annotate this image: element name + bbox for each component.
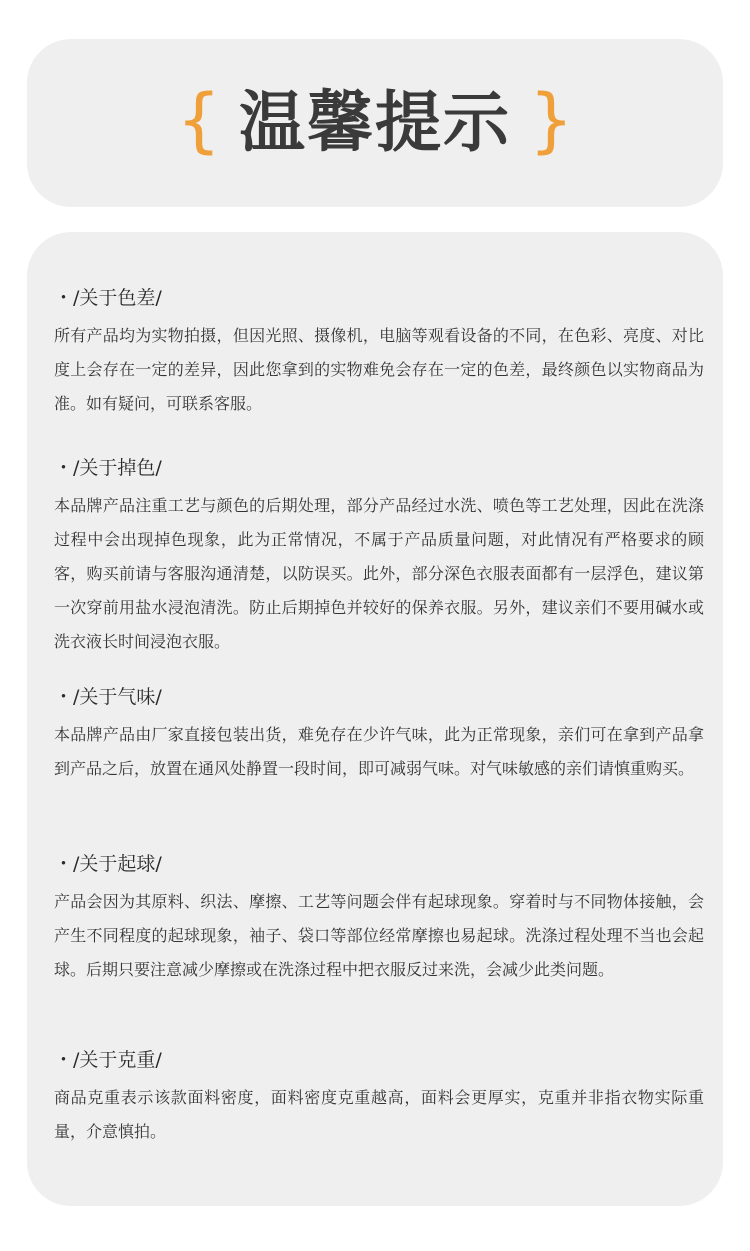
section-pilling	[54, 851, 704, 987]
section-heading: ・/关于起球/	[54, 853, 162, 875]
content-card	[27, 232, 723, 1206]
section-body: 商品克重表示该款面料密度，面料密度克重越高，面料会更厚实，克重并非指衣物实际重量，介意慎拍。	[54, 1088, 704, 1141]
left-brace: {	[176, 79, 221, 161]
section-heading: ・/关于掉色/	[54, 457, 162, 479]
section-fading	[54, 455, 704, 659]
section-body: 所有产品均为实物拍摄，但因光照、摄像机，电脑等观看设备的不同，在色彩、亮度、对比度上会存在一定的差异，因此您拿到的实物难免会存在一定的色差，最终颜色以实物商品为准。如有疑问，可联系客服。	[54, 326, 704, 413]
section-heading: ・/关于克重/	[54, 1049, 162, 1071]
section-body: 本品牌产品由厂家直接包装出货，难免存在少许气味，此为正常现象，亲们可在拿到产品拿到产品之后，放置在通风处静置一段时间，即可减弱气味。对气味敏感的亲们请慎重购买。	[54, 725, 704, 778]
header-card	[27, 39, 723, 207]
section-odor	[54, 684, 704, 786]
section-color-difference	[54, 285, 704, 421]
section-heading: ・/关于色差/	[54, 287, 162, 309]
section-fabric-weight	[54, 1047, 704, 1149]
header-title-row	[27, 39, 723, 207]
right-brace: }	[529, 79, 574, 161]
section-body: 本品牌产品注重工艺与颜色的后期处理，部分产品经过水洗、喷色等工艺处理，因此在洗涤过程中会出现掉色现象，此为正常情况，不属于产品质量问题，对此情况有严格要求的顾客，购买前请与客服沟通清楚，以防误买。此外，部分深色衣服表面都有一层浮色，建议第一次穿前用盐水浸泡清洗。防止后期掉色并较好的保养衣服。另外，建议亲们不要用碱水或洗衣液长时间浸泡衣服。	[54, 496, 704, 651]
section-body: 产品会因为其原料、织法、摩擦、工艺等问题会伴有起球现象。穿着时与不同物体接触，会产生不同程度的起球现象，袖子、袋口等部位经常摩擦也易起球。洗涤过程处理不当也会起球。后期只要注意减少摩擦或在洗涤过程中把衣服反过来洗，会减少此类问题。	[54, 892, 704, 979]
section-heading: ・/关于气味/	[54, 686, 162, 708]
page-title: 温馨提示	[239, 84, 511, 161]
